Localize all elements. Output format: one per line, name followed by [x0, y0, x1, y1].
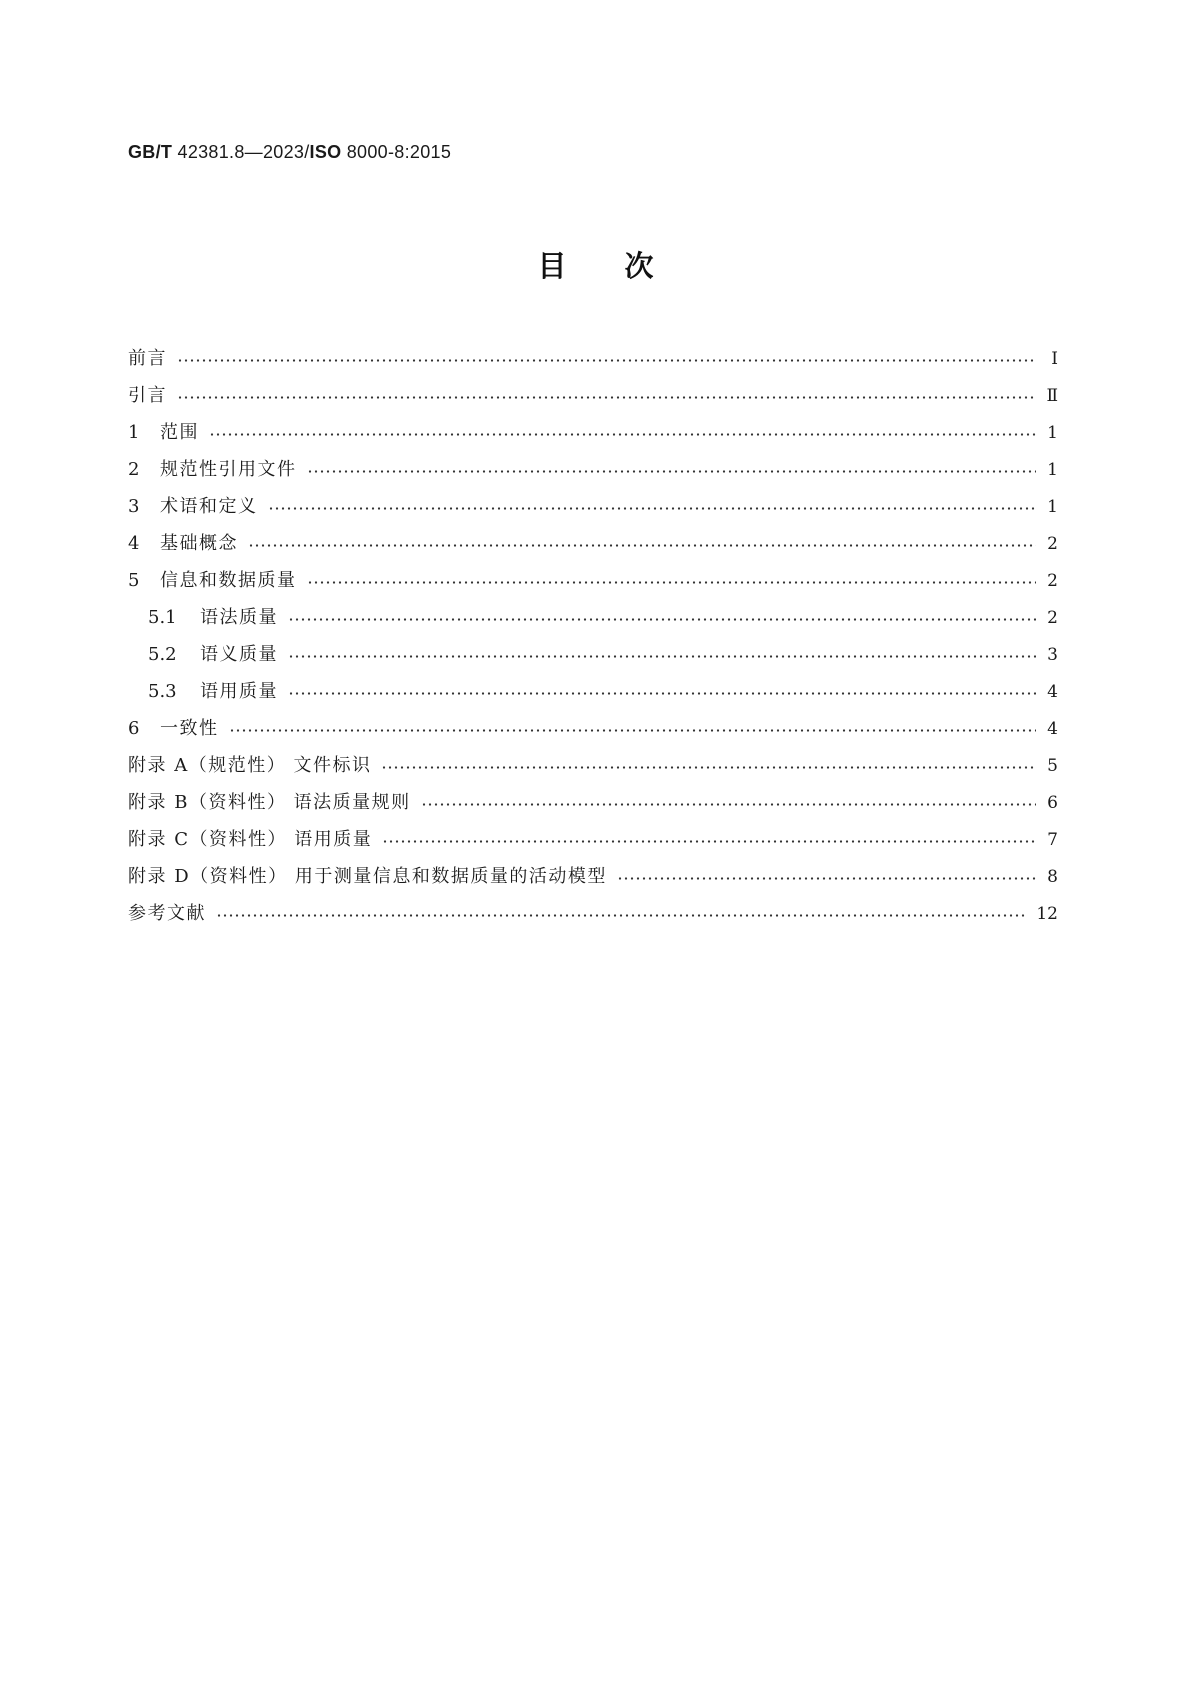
toc-entry-annex-c[interactable]	[128, 821, 1058, 858]
toc-leader-dots	[177, 359, 1036, 362]
toc-entry-label: 语义质量	[200, 643, 278, 665]
toc-entry-label: 附录 C（资料性） 语用质量	[128, 828, 373, 850]
toc-entry-label: 前言	[128, 347, 167, 369]
toc-leader-dots	[288, 618, 1036, 621]
toc-entry-introduction[interactable]	[128, 377, 1058, 414]
toc-entry-label: 语法质量	[200, 606, 278, 628]
toc-entry-annex-d[interactable]	[128, 858, 1058, 895]
toc-entry-page: 2	[1047, 533, 1058, 554]
toc-entry-basic-concepts[interactable]	[128, 525, 1058, 562]
toc-entry-number: 4	[128, 532, 140, 554]
toc-entry-normative-references[interactable]	[128, 451, 1058, 488]
toc-leader-dots	[248, 544, 1036, 547]
toc-entry-label: 规范性引用文件	[160, 458, 297, 480]
toc-leader-dots	[229, 729, 1037, 732]
toc-entry-syntactic-quality[interactable]	[128, 599, 1058, 636]
toc-entry-annex-a[interactable]	[128, 747, 1058, 784]
toc-leader-dots	[177, 396, 1036, 399]
standard-code	[128, 142, 451, 163]
standard-code-iso: ISO	[309, 142, 342, 162]
toc-entry-page: 7	[1047, 829, 1058, 850]
table-of-contents	[128, 340, 1058, 932]
toc-entry-label: 术语和定义	[160, 495, 258, 517]
toc-entry-label: 引言	[128, 384, 167, 406]
toc-entry-number: 6	[128, 717, 140, 739]
toc-entry-label: 参考文献	[128, 902, 206, 924]
toc-entry-page: 6	[1047, 792, 1058, 813]
toc-leader-dots	[421, 803, 1036, 806]
toc-entry-page: 12	[1036, 903, 1058, 924]
toc-entry-page: 8	[1047, 866, 1058, 887]
toc-entry-number: 5.2	[148, 643, 177, 665]
toc-entry-page: 2	[1047, 570, 1058, 591]
toc-entry-number: 5	[128, 569, 140, 591]
toc-entry-label: 范围	[160, 421, 199, 443]
toc-entry-page: 1	[1047, 459, 1058, 480]
toc-leader-dots	[307, 470, 1037, 473]
standard-code-iso-number: 8000-8:2015	[341, 142, 452, 162]
toc-entry-number: 5.3	[148, 680, 177, 702]
toc-entry-information-data-quality[interactable]	[128, 562, 1058, 599]
toc-entry-page: 1	[1047, 422, 1058, 443]
toc-entry-page: 4	[1047, 681, 1058, 702]
toc-entry-page: 2	[1047, 607, 1058, 628]
toc-entry-pragmatic-quality[interactable]	[128, 673, 1058, 710]
toc-leader-dots	[617, 877, 1036, 880]
toc-entry-label: 基础概念	[160, 532, 238, 554]
standard-code-number: 42381.8—2023/	[172, 142, 310, 162]
toc-leader-dots	[216, 914, 1026, 917]
toc-entry-scope[interactable]	[128, 414, 1058, 451]
toc-entry-foreword[interactable]	[128, 340, 1058, 377]
toc-entry-page: Ⅱ	[1046, 385, 1058, 406]
toc-entry-label: 信息和数据质量	[160, 569, 297, 591]
toc-entry-number: 5.1	[148, 606, 177, 628]
toc-entry-page: 1	[1047, 496, 1058, 517]
toc-entry-terms-definitions[interactable]	[128, 488, 1058, 525]
page-title: 目次	[537, 249, 712, 283]
toc-leader-dots	[268, 507, 1037, 510]
toc-leader-dots	[288, 655, 1036, 658]
toc-entry-number: 3	[128, 495, 140, 517]
toc-entry-conformance[interactable]	[128, 710, 1058, 747]
toc-entry-label: 附录 A（规范性） 文件标识	[128, 754, 372, 776]
toc-entry-annex-b[interactable]	[128, 784, 1058, 821]
toc-leader-dots	[307, 581, 1037, 584]
toc-leader-dots	[209, 433, 1036, 436]
toc-entry-label: 附录 B（资料性） 语法质量规则	[128, 791, 411, 813]
toc-leader-dots	[288, 692, 1036, 695]
toc-entry-semantic-quality[interactable]	[128, 636, 1058, 673]
toc-leader-dots	[381, 766, 1036, 769]
toc-entry-number: 1	[128, 421, 140, 443]
toc-entry-label: 附录 D（资料性） 用于测量信息和数据质量的活动模型	[128, 865, 607, 887]
toc-entry-label: 语用质量	[200, 680, 278, 702]
toc-entry-number: 2	[128, 458, 140, 480]
toc-entry-page: 4	[1047, 718, 1058, 739]
standard-code-prefix: GB/T	[128, 142, 173, 162]
toc-entry-page: 5	[1047, 755, 1058, 776]
toc-leader-dots	[382, 840, 1036, 843]
toc-entry-label: 一致性	[160, 717, 219, 739]
toc-entry-page: 3	[1047, 644, 1058, 665]
toc-entry-bibliography[interactable]	[128, 895, 1058, 932]
toc-entry-page: Ⅰ	[1051, 348, 1058, 369]
